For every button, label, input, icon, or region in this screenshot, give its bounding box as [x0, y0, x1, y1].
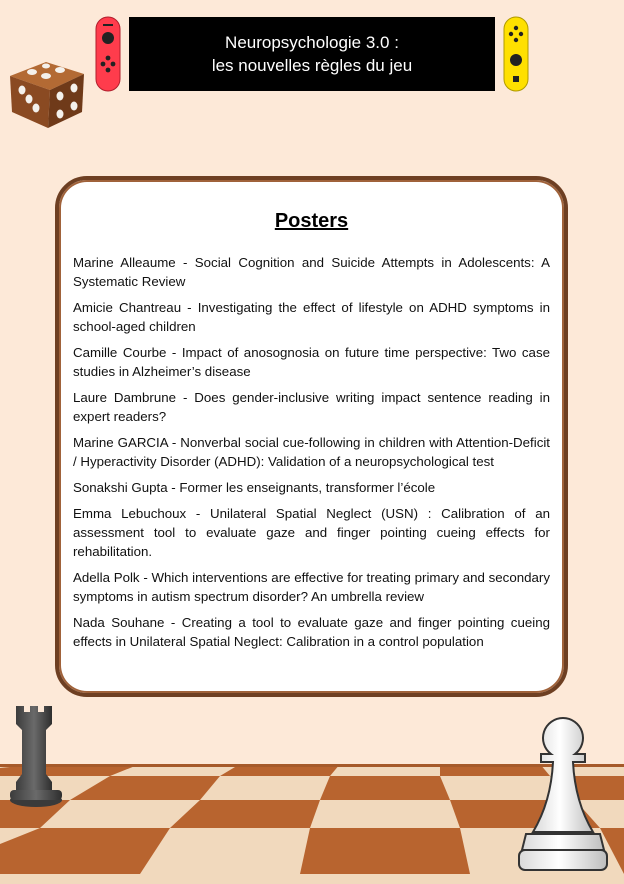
- joycon-left-icon: [95, 16, 121, 92]
- poster-item: Adella Polk - Which interventions are effective for treating primary and secondary symptoms in autism spectrum disorder? An umbrella review: [73, 570, 550, 604]
- poster-item: Nada Souhane - Creating a tool to evaluate gaze and finger pointing cueing effects in Unilateral Spatial Neglect: Calibration in a control population: [73, 615, 550, 649]
- header-title-line1: Neuropsychologie 3.0 :: [225, 33, 399, 52]
- dice-icon: [6, 46, 88, 132]
- poster-item: Marine GARCIA - Nonverbal social cue-following in children with Attention-Deficit / Hyperactivity Disorder (ADHD): Validation of a neuropsychological test: [73, 435, 550, 469]
- pawn-icon: [516, 716, 610, 880]
- posters-list: [73, 253, 550, 651]
- poster-item: Camille Courbe - Impact of anosognosia on future time perspective: Two case studies in Alzheimer’s disease: [73, 345, 550, 379]
- header-title-line2: les nouvelles règles du jeu: [211, 56, 413, 75]
- posters-title: Posters: [274, 210, 349, 232]
- poster-item: Sonakshi Gupta - Former les enseignants, transformer l’école: [73, 480, 436, 495]
- poster-item: Marine Alleaume - Social Cognition and Suicide Attempts in Adolescents: A Systematic Review: [73, 255, 550, 289]
- poster-item: Amicie Chantreau - Investigating the effect of lifestyle on ADHD symptoms in school-aged children: [73, 300, 550, 334]
- poster-item: Emma Lebuchoux - Unilateral Spatial Neglect (USN) : Calibration of an assessment tool to evaluate gaze and finger pointing cueing effects for rehabilitation.: [73, 506, 550, 559]
- posters-card: [55, 176, 568, 697]
- rook-icon: [6, 702, 66, 808]
- header-banner: [129, 17, 495, 91]
- poster-item: Laure Dambrune - Does gender-inclusive writing impact sentence reading in expert readers?: [73, 390, 550, 424]
- joycon-right-icon: [503, 16, 529, 92]
